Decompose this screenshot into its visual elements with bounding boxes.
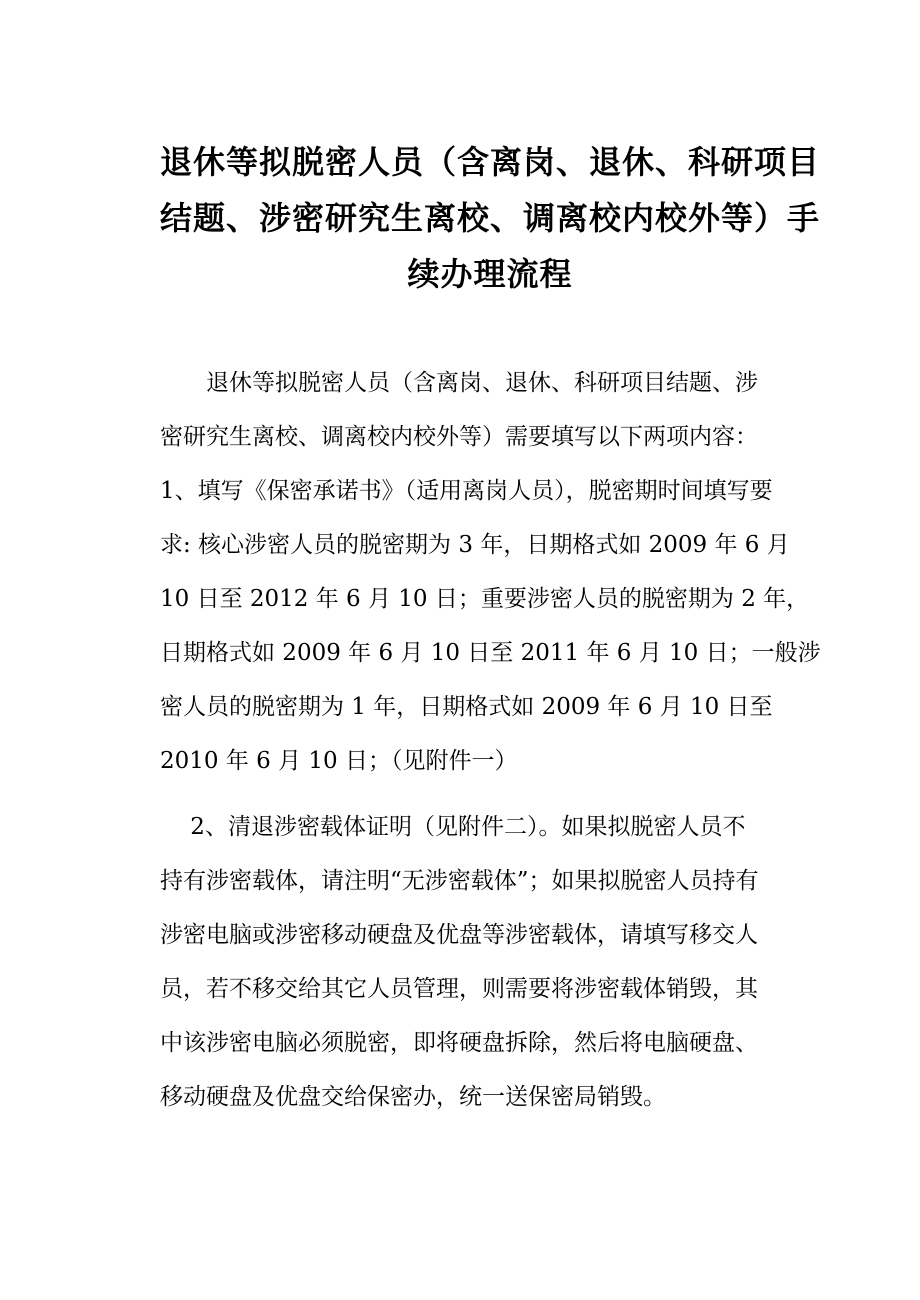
paragraph-item-2 bbox=[160, 800, 820, 1124]
text-line: 持有涉密载体，请注明“无涉密载体”；如果拟脱密人员持有 bbox=[160, 868, 759, 894]
text-line: 密研究生离校、调离校内校外等）需要填写以下两项内容： bbox=[160, 424, 758, 450]
document-title bbox=[160, 134, 820, 302]
text-line: 员，若不移交给其它人员管理，则需要将涉密载体销毁，其 bbox=[160, 976, 758, 1002]
text-line: 求: 核心涉密人员的脱密期为 3 年，日期格式如 2009 年 6 月 bbox=[160, 532, 790, 558]
title-line: 续办理流程 bbox=[407, 255, 573, 293]
text-line: 日期格式如 2009 年 6 月 10 日至 2011 年 6 月 10 日；一般涉 bbox=[160, 640, 821, 666]
title-line: 退休等拟脱密人员（含离岗、退休、科研项目 bbox=[160, 143, 821, 181]
text-line: 2、清退涉密载体证明（见附件二）。如果拟脱密人员不 bbox=[160, 814, 746, 840]
text-line: 涉密电脑或涉密移动硬盘及优盘等涉密载体，请填写移交人 bbox=[160, 922, 758, 948]
text-line: 1、填写《保密承诺书》（适用离岗人员），脱密期时间填写要 bbox=[160, 478, 773, 504]
text-line: 中该涉密电脑必须脱密，即将硬盘拆除，然后将电脑硬盘、 bbox=[160, 1030, 758, 1056]
text-line: 密人员的脱密期为 1 年，日期格式如 2009 年 6 月 10 日至 bbox=[160, 694, 773, 720]
text-line: 10 日至 2012 年 6 月 10 日；重要涉密人员的脱密期为 2 年， bbox=[160, 586, 810, 612]
text-line: 2010 年 6 月 10 日；（见附件一） bbox=[160, 748, 518, 774]
text-line: 退休等拟脱密人员（含离岗、退休、科研项目结题、涉 bbox=[160, 370, 758, 396]
text-line: 移动硬盘及优盘交给保密办，统一送保密局销毁。 bbox=[160, 1084, 666, 1110]
title-line: 结题、涉密研究生离校、调离校内校外等）手 bbox=[160, 199, 821, 237]
paragraph-intro-and-item-1 bbox=[160, 356, 820, 788]
